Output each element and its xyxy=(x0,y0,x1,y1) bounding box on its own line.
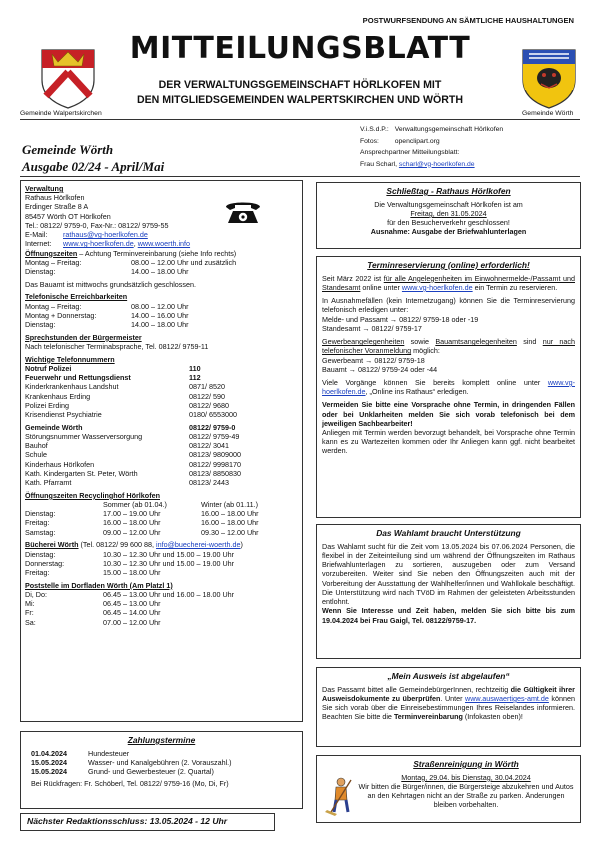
winter-time: 16.00 – 18.00 Uhr xyxy=(201,518,259,528)
time-value: 14.00 – 18.00 Uhr xyxy=(131,266,189,276)
election-office-contact: Wenn Sie Interesse und Zeit haben, melden Sie sich bitte bis zum 19.04.2024 bei Frau Gaigl, Tel. 08122/9759-17. xyxy=(322,606,575,625)
street-cleaning-title: Straßenreinigung in Wörth xyxy=(413,759,519,769)
payment-date: 15.05.2024 xyxy=(31,757,67,767)
day-label: Montag – Freitag: xyxy=(25,301,82,311)
time-value: 10.30 – 12.30 Uhr und 15.00 – 19.00 Uhr xyxy=(103,558,235,568)
website-link-woerth[interactable]: www.woerth.info xyxy=(137,239,191,249)
business-office-line: Gewerbeamt → 08122/ 9759-18 xyxy=(322,355,425,365)
day-label: Samstag: xyxy=(25,527,56,537)
opening-hours-row xyxy=(25,258,298,267)
summer-time: 09.00 – 12.00 Uhr xyxy=(103,527,161,537)
opening-hours-note: – Achtung Terminvereinbarung (siehe Info rechts) xyxy=(77,248,237,258)
time-value: 06.45 – 13.00 Uhr und 16.00 – 18.00 Uhr xyxy=(103,589,235,599)
day-label: Dienstag: xyxy=(25,266,56,276)
impressum-value: Verwaltungsgemeinschaft Hörlkofen xyxy=(394,126,504,133)
post-hours-row xyxy=(25,608,298,617)
section-divider xyxy=(20,176,580,177)
payment-row xyxy=(31,749,292,758)
impressum xyxy=(358,123,509,171)
payment-date: 15.05.2024 xyxy=(31,767,67,777)
day-label: Montag + Donnerstag: xyxy=(25,310,97,320)
day-label: Fr: xyxy=(25,608,34,618)
internet-label: Internet: xyxy=(25,239,52,249)
recycling-header-row xyxy=(25,500,298,509)
contact-name: Polizei Erding xyxy=(25,400,69,410)
library-paren-close: ) xyxy=(240,540,243,550)
closing-day-text: Die Verwaltungsgemeinschaft Hörlkofen ist am xyxy=(374,199,523,209)
appointment-phone-text: In Ausnahmefällen (kein Internetzugang) können Sie die Terminreservierung telefonisch erledigen unter: xyxy=(322,296,575,315)
contact-name: Krisendienst Psychiatrie xyxy=(25,410,102,420)
day-label: Di, Do: xyxy=(25,589,47,599)
day-label: Sa: xyxy=(25,617,36,627)
contact-number: 08122/ 3041 xyxy=(189,441,229,451)
important-numbers-heading: Wichtige Telefonnummern xyxy=(25,354,115,364)
payment-row xyxy=(31,767,292,776)
library-hours-row xyxy=(25,559,298,568)
election-office-text: Das Wahlamt sucht für die Zeit vom 13.05.2024 bis 07.06.2024 Personen, die flexibel in der Zeiteinteilung sind um während der Öffnungszeiten im Rathaus Briefwahlunterlagen zu sortieren, auszugeben oder zum Versand vorzubereiten. Weiter sind Sie neben den Öffnungszeiten auch mit der Vorbereitung der Ausstattung der Wahlhelfer/innen und Wahllokale beschäftigt. Die Unterstützung wird nach TVöD im Rahmen der geleisteten Arbeitsstunden entlohnt. xyxy=(322,541,575,607)
time-value: 10.30 – 12.30 Uhr und 15.00 – 19.00 Uhr xyxy=(103,549,235,559)
post-office-heading: Poststelle im Dorfladen Wörth (Am Platzl 1) xyxy=(25,580,173,590)
contact-name: Kath. Kindergarten St. Peter, Wörth xyxy=(25,468,138,478)
id-card-text: Das Passamt bittet alle GemeindebürgerInnen, rechtzeitig die Gültigkeit ihrer Ausweisdokumente zu überprüfen. Unter www.auswaertiges-amt.de können Sie sich vorab über die Einreisebestimmungen Ihres Reiselandes informieren. Beachten Sie bitte die Terminvereinbarung (Infokasten oben)! xyxy=(322,684,576,722)
email-link[interactable]: rathaus@vg-hoerlkofen.de xyxy=(63,230,148,240)
contact-name: Schule xyxy=(25,450,47,460)
address-line: Rathaus Hörlkofen xyxy=(25,193,85,203)
impressum-value: openclipart.org xyxy=(394,137,440,145)
contact-number: 08122/ 9759-49 xyxy=(189,431,240,441)
contact-name: Störungsnummer Wasserversorgung xyxy=(25,431,143,441)
opening-hours-heading: Öffnungszeiten xyxy=(25,248,78,258)
phone-hours-row xyxy=(25,302,298,311)
contact-number: 0871/ 8520 xyxy=(189,382,225,392)
payment-item: Grund- und Gewerbesteuer (2. Quartal) xyxy=(88,767,214,777)
street-cleaning-text: Wir bitten die Bürger/innen, die Bürgersteige abzukehren und Autos an den Kehrtagen nicht an der Straße zu parken. Änderungen bleiben vorbehalten. xyxy=(358,781,574,810)
contact-name: Gemeinde Wörth xyxy=(25,422,83,432)
contact-name: Kinderhaus Hörlkofen xyxy=(25,459,95,469)
time-value: 06.45 – 13.00 Uhr xyxy=(103,599,161,609)
time-value: 15.00 – 18.00 Uhr xyxy=(103,568,161,578)
payment-dates-title: Zahlungstermine xyxy=(127,735,196,745)
winter-time: 16.00 – 18.00 Uhr xyxy=(201,509,259,519)
subtitle-line-2: DEN MITGLIEDSGEMEINDEN WALPERTSKIRCHEN UND WÖRTH xyxy=(136,93,464,106)
street-cleaning-box xyxy=(316,755,581,823)
day-label: Mi: xyxy=(25,599,35,609)
verwaltung-heading: Verwaltung xyxy=(25,184,64,193)
election-office-title: Das Wahlamt braucht Unterstützung xyxy=(376,528,521,538)
issue-info xyxy=(22,142,164,175)
phone-number-row xyxy=(25,410,298,419)
impressum-label: V.i.S.d.P.: xyxy=(360,126,389,133)
time-value: 14.00 – 16.00 Uhr xyxy=(131,310,189,320)
day-label: Donnerstag: xyxy=(25,558,65,568)
mayor-hours-text: Nach telefonischer Terminabsprache, Tel. 08122/ 9759-11 xyxy=(25,342,209,351)
contact-number: 110 xyxy=(189,363,201,373)
address-line: 85457 Wörth OT Hörlkofen xyxy=(25,211,111,221)
opening-hours-row xyxy=(25,267,298,276)
payment-item: Wasser- und Kanalgebühren (2. Vorauszahl.) xyxy=(88,757,232,767)
phone-number-row xyxy=(25,478,298,487)
phone-number-row xyxy=(25,450,298,459)
phone-number-row xyxy=(25,441,298,450)
mayor-hours-heading: Sprechstunden der Bürgermeister xyxy=(25,332,142,342)
business-office-text: Gewerbeangelegenheiten sowie Bauamtsangelegenheiten sind nur nach telefonischer Voranmeldung möglich: xyxy=(322,337,575,356)
time-value: 08.00 – 12.00 Uhr und zusätzlich xyxy=(131,257,237,267)
phone-hours-row xyxy=(25,311,298,320)
closing-day-exception: Ausnahme: Ausgabe der Briefwahlunterlagen xyxy=(370,227,527,237)
contact-number: 08122/ 9998170 xyxy=(189,459,241,469)
time-value: 08.00 – 12.00 Uhr xyxy=(131,301,189,311)
phone-number-row xyxy=(25,460,298,469)
address-line: Erdinger Straße 8 A xyxy=(25,202,89,212)
impressum-label: Frau Scharl, xyxy=(360,160,398,168)
subtitle-line-1: DER VERWALTUNGSGEMEINSCHAFT HÖRLKOFEN MIT xyxy=(158,79,442,91)
issue-number: Ausgabe 02/24 - April/Mai xyxy=(22,158,165,174)
day-label: Dienstag: xyxy=(25,549,56,559)
payment-date: 01.04.2024 xyxy=(31,748,67,758)
library-hours-row xyxy=(25,568,298,577)
appointment-phone-line: Melde- und Passamt → 08122/ 9759-18 oder -19 xyxy=(322,314,479,324)
contact-number: 08123/ 8850830 xyxy=(189,468,241,478)
street-sweeper-icon xyxy=(323,776,357,816)
id-card-title: „Mein Ausweis ist abgelaufen“ xyxy=(387,671,510,681)
contact-number: 112 xyxy=(189,373,201,383)
appointment-phone-line: Standesamt → 08122/ 9759-17 xyxy=(322,323,422,333)
payment-item: Hundesteuer xyxy=(88,748,130,758)
online-services-text: Viele Vorgänge können Sie bereits komplett online unter www.vg-hoerlkofen.de, „Online ins Rathaus“ erledigen. xyxy=(322,377,575,397)
email-label: E-Mail: xyxy=(25,230,48,240)
link-separator: , xyxy=(133,239,136,249)
website-link-vg[interactable]: www.vg-hoerlkofen.de xyxy=(63,239,134,249)
phone-number-row xyxy=(25,373,298,382)
phone-fax-line: Tel.: 08122/ 9759-0, Fax-Nr.: 08122/ 9759-55 xyxy=(25,220,169,230)
page-title: MITTEILUNGSBLATT xyxy=(129,31,471,66)
contact-number: 0180/ 6553000 xyxy=(189,410,237,420)
library-heading: Bücherei Wörth xyxy=(25,540,79,550)
day-label: Freitag: xyxy=(25,568,50,578)
contact-name: Bauhof xyxy=(25,441,48,451)
header-divider xyxy=(20,119,580,120)
impressum-label: Ansprechpartner Mitteilungsblatt: xyxy=(360,149,460,157)
recycling-heading: Öffnungszeiten Recyclinghof Hörlkofen xyxy=(25,490,160,500)
business-office-line: Bauamt → 08122/ 9759-24 oder -44 xyxy=(322,364,438,374)
impressum-email-link[interactable]: scharl@vg-hoerlkofen.de xyxy=(398,160,475,168)
foreign-office-link[interactable]: www.auswaertiges-amt.de xyxy=(465,693,549,703)
recycling-row xyxy=(25,528,298,537)
contact-number: 08123/ 2443 xyxy=(189,478,229,488)
page-subtitle xyxy=(0,78,600,107)
appointment-website-link[interactable]: www.vg-hoerlkofen.de xyxy=(401,282,473,292)
summer-column-label: Sommer (ab 01.04.) xyxy=(103,500,167,509)
contact-name: Feuerwehr und Rettungsdienst xyxy=(25,373,131,383)
appointment-title: Terminreservierung (online) erforderlich! xyxy=(367,260,530,270)
closing-day-title: Schließtag - Rathaus Hörlkofen xyxy=(386,186,511,196)
postwurf-note: POSTWURFSENDUNG AN SÄMTLICHE HAUSHALTUNGEN xyxy=(362,16,574,25)
id-card-box xyxy=(316,667,581,747)
contact-name: Krankenhaus Erding xyxy=(25,391,91,401)
closing-day-text: für den Besucherverkehr geschlossen! xyxy=(387,218,510,228)
recycling-row xyxy=(25,518,298,527)
day-label: Dienstag: xyxy=(25,320,56,330)
phone-number-row xyxy=(25,401,298,410)
closing-day-date: Freitag, den 31.05.2024 xyxy=(410,208,487,218)
gemeinde-name: Gemeinde Wörth xyxy=(22,142,114,157)
contact-number: 08122/ 9759-0 xyxy=(189,422,236,432)
telephone-icon xyxy=(223,197,263,225)
post-hours-row xyxy=(25,590,298,599)
impressum-label: Fotos: xyxy=(360,137,379,145)
time-value: 14.00 – 18.00 Uhr xyxy=(131,320,189,330)
winter-column-label: Winter (ab 01.11.) xyxy=(201,500,258,509)
recycling-row xyxy=(25,509,298,518)
day-label: Montag – Freitag: xyxy=(25,257,82,267)
closing-day-box xyxy=(316,182,581,249)
winter-time: 09.30 – 12.00 Uhr xyxy=(201,527,259,537)
contact-number: 08123/ 9809000 xyxy=(189,450,241,460)
appointment-note: Anliegen mit Termin werden bevorzugt behandelt, bei Vorsprache ohne Termin kann es zu Wartezeiten kommen oder Ihr Anliegen kann ggf. nicht bearbeitet werden. xyxy=(322,428,575,456)
phone-number-row xyxy=(25,392,298,401)
library-phone: (Tel. 08122/ 99 600 88, xyxy=(78,540,157,550)
payment-contact: Bei Rückfragen: Fr. Schöberl, Tel. 08122/ 9759-16 (Mo, Di, Fr) xyxy=(31,779,229,789)
contact-name: Kinderkrankenhaus Landshut xyxy=(25,382,119,392)
day-label: Dienstag: xyxy=(25,509,56,519)
crest-left-caption: Gemeinde Walpertskirchen xyxy=(20,110,102,117)
contact-number: 08122/ 590 xyxy=(189,391,225,401)
online-services-link[interactable]: www.vg-hoerlkofen.de xyxy=(322,377,575,397)
payment-dates-box xyxy=(20,731,303,809)
phone-number-row xyxy=(25,432,298,441)
phone-hours-row xyxy=(25,320,298,329)
summer-time: 17.00 – 19.00 Uhr xyxy=(103,509,161,519)
contact-number: 08122/ 9680 xyxy=(189,400,229,410)
phone-number-row xyxy=(25,469,298,478)
contact-name: Notruf Polizei xyxy=(25,363,72,373)
post-hours-row xyxy=(25,618,298,627)
library-hours-row xyxy=(25,550,298,559)
payment-row xyxy=(31,758,292,767)
info-box-left xyxy=(20,180,303,722)
street-cleaning-date: Montag, 29.04. bis Dienstag, 30.04.2024 xyxy=(401,772,531,782)
day-label: Freitag: xyxy=(25,518,50,528)
editorial-deadline: Nächster Redaktionsschluss: 13.05.2024 - 12 Uhr xyxy=(20,813,275,831)
phone-number-row xyxy=(25,382,298,391)
appointment-warning: Vermeiden Sie bitte eine Vorsprache ohne Termin, in dringenden Fällen oder bei Unklarheiten melden Sie sich vorab telefonisch bei dem jeweiligen Sachbearbeiter! xyxy=(322,400,575,428)
time-value: 06.45 – 14.00 Uhr xyxy=(103,608,161,618)
time-value: 07.00 – 12.00 Uhr xyxy=(103,617,161,627)
library-email-link[interactable]: info@buecherei-woerth.de xyxy=(156,540,241,550)
crest-right-caption: Gemeinde Wörth xyxy=(522,110,574,117)
phone-number-row xyxy=(25,364,298,373)
summer-time: 16.00 – 18.00 Uhr xyxy=(103,518,161,528)
phone-hours-heading: Telefonische Erreichbarkeiten xyxy=(25,292,128,302)
contact-name: Kath. Pfarramt xyxy=(25,478,72,488)
post-hours-row xyxy=(25,599,298,608)
bauamt-note: Das Bauamt ist mittwochs grundsätzlich geschlossen. xyxy=(25,279,196,289)
appointment-box xyxy=(316,256,581,518)
election-office-box xyxy=(316,524,581,659)
phone-number-row xyxy=(25,423,298,432)
appointment-paragraph: Seit März 2022 ist für alle Angelegenheiten im Einwohnermelde-/Passamt und Standesamt online unter www.vg-hoerlkofen.de ein Termin zu reservieren. xyxy=(322,273,575,292)
